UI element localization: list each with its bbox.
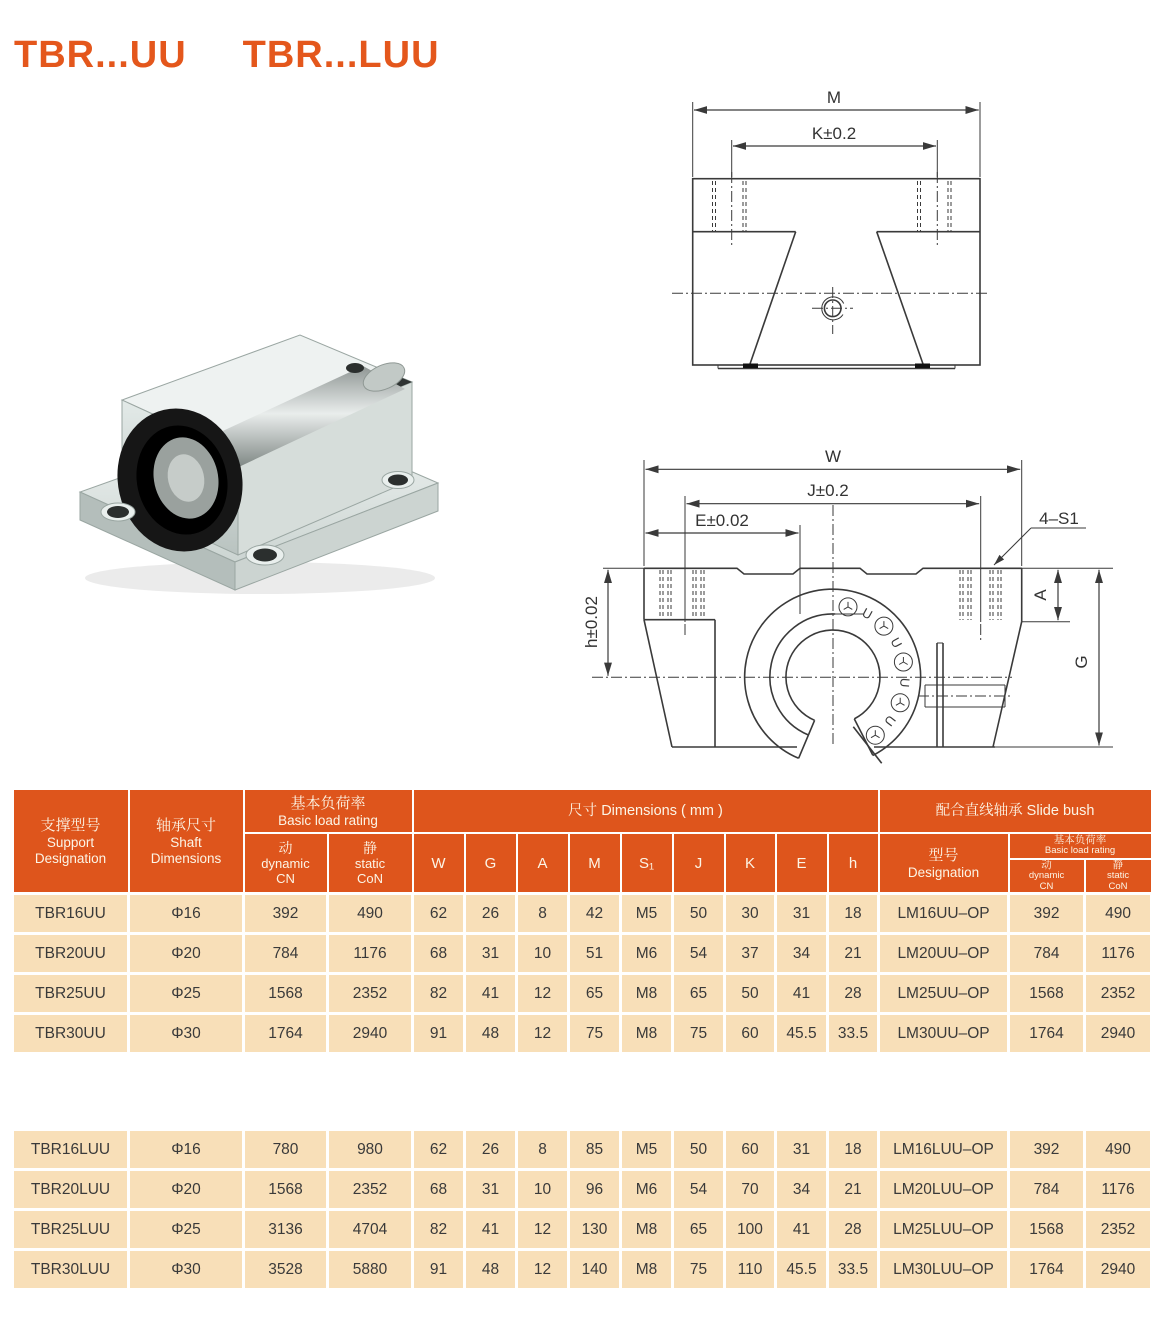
bolt-hole-hidden-lines xyxy=(713,172,952,246)
table-cell: 1568 xyxy=(1009,1210,1085,1250)
table-cell: 1568 xyxy=(244,974,328,1014)
table-cell: 1764 xyxy=(1009,1014,1085,1054)
svg-text:M: M xyxy=(826,88,842,107)
table-cell: 2352 xyxy=(328,1170,413,1210)
table-cell: 1764 xyxy=(1009,1250,1085,1290)
table-cell: TBR30LUU xyxy=(13,1250,129,1290)
table-cell: 91 xyxy=(413,1250,465,1290)
table-cell: 31 xyxy=(465,934,517,974)
table-cell: 31 xyxy=(776,1130,828,1170)
table-cell: 65 xyxy=(569,974,621,1014)
col-header-e: E xyxy=(776,833,828,894)
col-header-bush-basic-load: 基本负荷率 Basic load rating xyxy=(1009,833,1152,859)
table-cell: TBR16UU xyxy=(13,894,129,934)
table-cell: 37 xyxy=(725,934,776,974)
table-cell: LM25UU–OP xyxy=(879,974,1009,1014)
callout-4-s1 xyxy=(994,509,1086,565)
table-cell: 75 xyxy=(569,1014,621,1054)
col-header-s1: S₁ xyxy=(621,833,673,894)
product-photo xyxy=(60,240,460,605)
table-cell: M8 xyxy=(621,1250,673,1290)
table-cell: 50 xyxy=(673,894,725,934)
dimension-a xyxy=(1031,570,1058,620)
table-row xyxy=(13,1250,1152,1290)
table-cell: 51 xyxy=(569,934,621,974)
table-cell: 65 xyxy=(673,1210,725,1250)
table-cell: 75 xyxy=(673,1014,725,1054)
col-header-basic-load: 基本负荷率 Basic load rating xyxy=(244,789,413,833)
table-cell: 2940 xyxy=(1085,1014,1152,1054)
top-view-svg xyxy=(650,85,1160,395)
table-cell: 2940 xyxy=(328,1014,413,1054)
uu-table-body xyxy=(13,894,1152,1054)
table-cell: 18 xyxy=(828,894,879,934)
table-cell: 110 xyxy=(725,1250,776,1290)
col-header-j: J xyxy=(673,833,725,894)
table-cell: 33.5 xyxy=(828,1014,879,1054)
table-cell: 12 xyxy=(517,1210,569,1250)
col-header-static: 静 static CoN xyxy=(328,833,413,894)
table-row xyxy=(13,1210,1152,1250)
table-cell: 140 xyxy=(569,1250,621,1290)
table-cell: 68 xyxy=(413,1170,465,1210)
table-cell: LM25LUU–OP xyxy=(879,1210,1009,1250)
table-cell: 780 xyxy=(244,1130,328,1170)
table-cell: 28 xyxy=(828,1210,879,1250)
top-view-drawing xyxy=(650,85,1160,400)
table-cell: LM20UU–OP xyxy=(879,934,1009,974)
table-cell: 1176 xyxy=(1085,1170,1152,1210)
col-header-m: M xyxy=(569,833,621,894)
svg-text:U: U xyxy=(887,634,906,651)
uu-table xyxy=(11,788,1153,1055)
dimension-h xyxy=(582,570,608,676)
table-cell: 41 xyxy=(465,974,517,1014)
table-cell: 490 xyxy=(1085,1130,1152,1170)
table-cell: M5 xyxy=(621,894,673,934)
svg-text:A: A xyxy=(1031,589,1050,601)
table-cell: 1176 xyxy=(1085,934,1152,974)
top-view-body xyxy=(693,179,980,369)
table-cell: 70 xyxy=(725,1170,776,1210)
table-cell: 31 xyxy=(776,894,828,934)
table-cell: Φ16 xyxy=(129,894,244,934)
table-cell: M6 xyxy=(621,934,673,974)
dimension-e xyxy=(646,511,801,614)
svg-text:U: U xyxy=(896,677,913,688)
col-header-shaft: 轴承尺寸 Shaft Dimensions xyxy=(129,789,244,894)
center-hole xyxy=(672,287,990,334)
table-cell: 42 xyxy=(569,894,621,934)
table-cell: M8 xyxy=(621,1210,673,1250)
table-cell: LM16UU–OP xyxy=(879,894,1009,934)
svg-text:U: U xyxy=(881,712,899,730)
page-title-right: TBR...LUU xyxy=(242,34,440,76)
table-cell: 41 xyxy=(776,1210,828,1250)
table-cell: 18 xyxy=(828,1130,879,1170)
table-cell: 490 xyxy=(1085,894,1152,934)
table-cell: 2940 xyxy=(1085,1250,1152,1290)
col-header-g: G xyxy=(465,833,517,894)
table-cell: 34 xyxy=(776,934,828,974)
table-cell: 784 xyxy=(1009,934,1085,974)
luu-table-body xyxy=(13,1130,1152,1290)
table-cell: 392 xyxy=(244,894,328,934)
table-cell: 21 xyxy=(828,934,879,974)
table-cell: 784 xyxy=(1009,1170,1085,1210)
svg-text:E±0.02: E±0.02 xyxy=(695,511,749,530)
table-cell: 75 xyxy=(673,1250,725,1290)
page-title xyxy=(14,34,440,77)
table-cell: 2352 xyxy=(1085,1210,1152,1250)
table-cell: 392 xyxy=(1009,894,1085,934)
table-cell: 33.5 xyxy=(828,1250,879,1290)
table-cell: 50 xyxy=(673,1130,725,1170)
table-cell: LM30LUU–OP xyxy=(879,1250,1009,1290)
table-cell: 48 xyxy=(465,1014,517,1054)
table-cell: 26 xyxy=(465,894,517,934)
luu-table xyxy=(11,1128,1153,1291)
table-cell: Φ25 xyxy=(129,1210,244,1250)
table-cell: 31 xyxy=(465,1170,517,1210)
table-cell: Φ20 xyxy=(129,934,244,974)
table-cell: TBR30UU xyxy=(13,1014,129,1054)
table-row xyxy=(13,1130,1152,1170)
table-cell: 62 xyxy=(413,1130,465,1170)
table-cell: 12 xyxy=(517,974,569,1014)
table-cell: 62 xyxy=(413,894,465,934)
table-cell: 82 xyxy=(413,974,465,1014)
table-cell: 82 xyxy=(413,1210,465,1250)
table-cell: TBR20LUU xyxy=(13,1170,129,1210)
col-header-support: 支撑型号 Support Designation xyxy=(13,789,129,894)
table-cell: 68 xyxy=(413,934,465,974)
svg-text:W: W xyxy=(824,447,842,466)
table-cell: 980 xyxy=(328,1130,413,1170)
table-row xyxy=(13,1014,1152,1054)
table-cell: 130 xyxy=(569,1210,621,1250)
table-cell: M5 xyxy=(621,1130,673,1170)
dimension-k xyxy=(732,124,938,177)
col-header-bush-dynamic: 动 dynamic CN xyxy=(1009,859,1085,894)
col-header-a: A xyxy=(517,833,569,894)
table-cell: 2352 xyxy=(328,974,413,1014)
table-row xyxy=(13,934,1152,974)
col-header-bush-model: 型号 Designation xyxy=(879,833,1009,894)
table-cell: 392 xyxy=(1009,1130,1085,1170)
col-header-k: K xyxy=(725,833,776,894)
table-cell: 3136 xyxy=(244,1210,328,1250)
table-cell: 2352 xyxy=(1085,974,1152,1014)
table-cell: LM30UU–OP xyxy=(879,1014,1009,1054)
svg-text:K±0.2: K±0.2 xyxy=(811,124,857,143)
table-cell: Φ25 xyxy=(129,974,244,1014)
table-cell: 60 xyxy=(725,1014,776,1054)
table-cell: 45.5 xyxy=(776,1014,828,1054)
table-cell: 4704 xyxy=(328,1210,413,1250)
table-row xyxy=(13,894,1152,934)
table-cell: 41 xyxy=(465,1210,517,1250)
table-cell: 54 xyxy=(673,934,725,974)
svg-text:h±0.02: h±0.02 xyxy=(582,596,601,648)
table-cell: 100 xyxy=(725,1210,776,1250)
table-cell: 41 xyxy=(776,974,828,1014)
table-cell: 96 xyxy=(569,1170,621,1210)
table-cell: TBR25LUU xyxy=(13,1210,129,1250)
table-cell: 26 xyxy=(465,1130,517,1170)
front-bolt-hidden-lines xyxy=(660,570,1001,642)
table-cell: 10 xyxy=(517,934,569,974)
table-cell: 1568 xyxy=(244,1170,328,1210)
table-cell: Φ30 xyxy=(129,1250,244,1290)
front-view-drawing xyxy=(570,440,1160,790)
pillow-block-photo xyxy=(60,240,460,600)
table-cell: 5880 xyxy=(328,1250,413,1290)
table-cell: 50 xyxy=(725,974,776,1014)
table-row xyxy=(13,974,1152,1014)
table-cell: 28 xyxy=(828,974,879,1014)
table-cell: Φ30 xyxy=(129,1014,244,1054)
table-cell: 30 xyxy=(725,894,776,934)
col-header-bush-static: 静 static CoN xyxy=(1085,859,1152,894)
table-cell: 784 xyxy=(244,934,328,974)
table-cell: 85 xyxy=(569,1130,621,1170)
col-header-h: h xyxy=(828,833,879,894)
table-cell: TBR25UU xyxy=(13,974,129,1014)
svg-text:U: U xyxy=(859,604,876,623)
table-cell: TBR16LUU xyxy=(13,1130,129,1170)
table-cell: Φ20 xyxy=(129,1170,244,1210)
table-cell: 12 xyxy=(517,1250,569,1290)
svg-text:G: G xyxy=(1072,655,1091,669)
table-cell: M8 xyxy=(621,1014,673,1054)
svg-text:J±0.2: J±0.2 xyxy=(807,481,849,500)
col-header-dynamic: 动 dynamic CN xyxy=(244,833,328,894)
table-cell: LM16LUU–OP xyxy=(879,1130,1009,1170)
table-header xyxy=(13,789,1152,894)
col-header-slide-bush: 配合直线轴承 Slide bush xyxy=(879,789,1152,833)
table-cell: 490 xyxy=(328,894,413,934)
table-row xyxy=(13,1170,1152,1210)
table-cell: 3528 xyxy=(244,1250,328,1290)
table-cell: Φ16 xyxy=(129,1130,244,1170)
col-header-dimensions: 尺寸 Dimensions ( mm ) xyxy=(413,789,879,833)
clamp-detail xyxy=(918,643,1012,747)
table-cell: 8 xyxy=(517,1130,569,1170)
table-cell: M8 xyxy=(621,974,673,1014)
table-cell: 48 xyxy=(465,1250,517,1290)
table-cell: 21 xyxy=(828,1170,879,1210)
page-title-left: TBR...UU xyxy=(14,34,187,76)
ball-track xyxy=(839,598,913,744)
table-cell: 45.5 xyxy=(776,1250,828,1290)
svg-text:4–S1: 4–S1 xyxy=(1039,509,1079,528)
table-cell: 60 xyxy=(725,1130,776,1170)
table-cell: LM20LUU–OP xyxy=(879,1170,1009,1210)
table-cell: 91 xyxy=(413,1014,465,1054)
table-cell: 54 xyxy=(673,1170,725,1210)
front-view-svg xyxy=(570,440,1160,785)
table-cell: 12 xyxy=(517,1014,569,1054)
col-header-w: W xyxy=(413,833,465,894)
table-cell: 65 xyxy=(673,974,725,1014)
table-cell: 1568 xyxy=(1009,974,1085,1014)
table-cell: M6 xyxy=(621,1170,673,1210)
table-cell: 1176 xyxy=(328,934,413,974)
table-cell: 10 xyxy=(517,1170,569,1210)
table-cell: 8 xyxy=(517,894,569,934)
table-cell: TBR20UU xyxy=(13,934,129,974)
table-cell: 1764 xyxy=(244,1014,328,1054)
table-cell: 34 xyxy=(776,1170,828,1210)
